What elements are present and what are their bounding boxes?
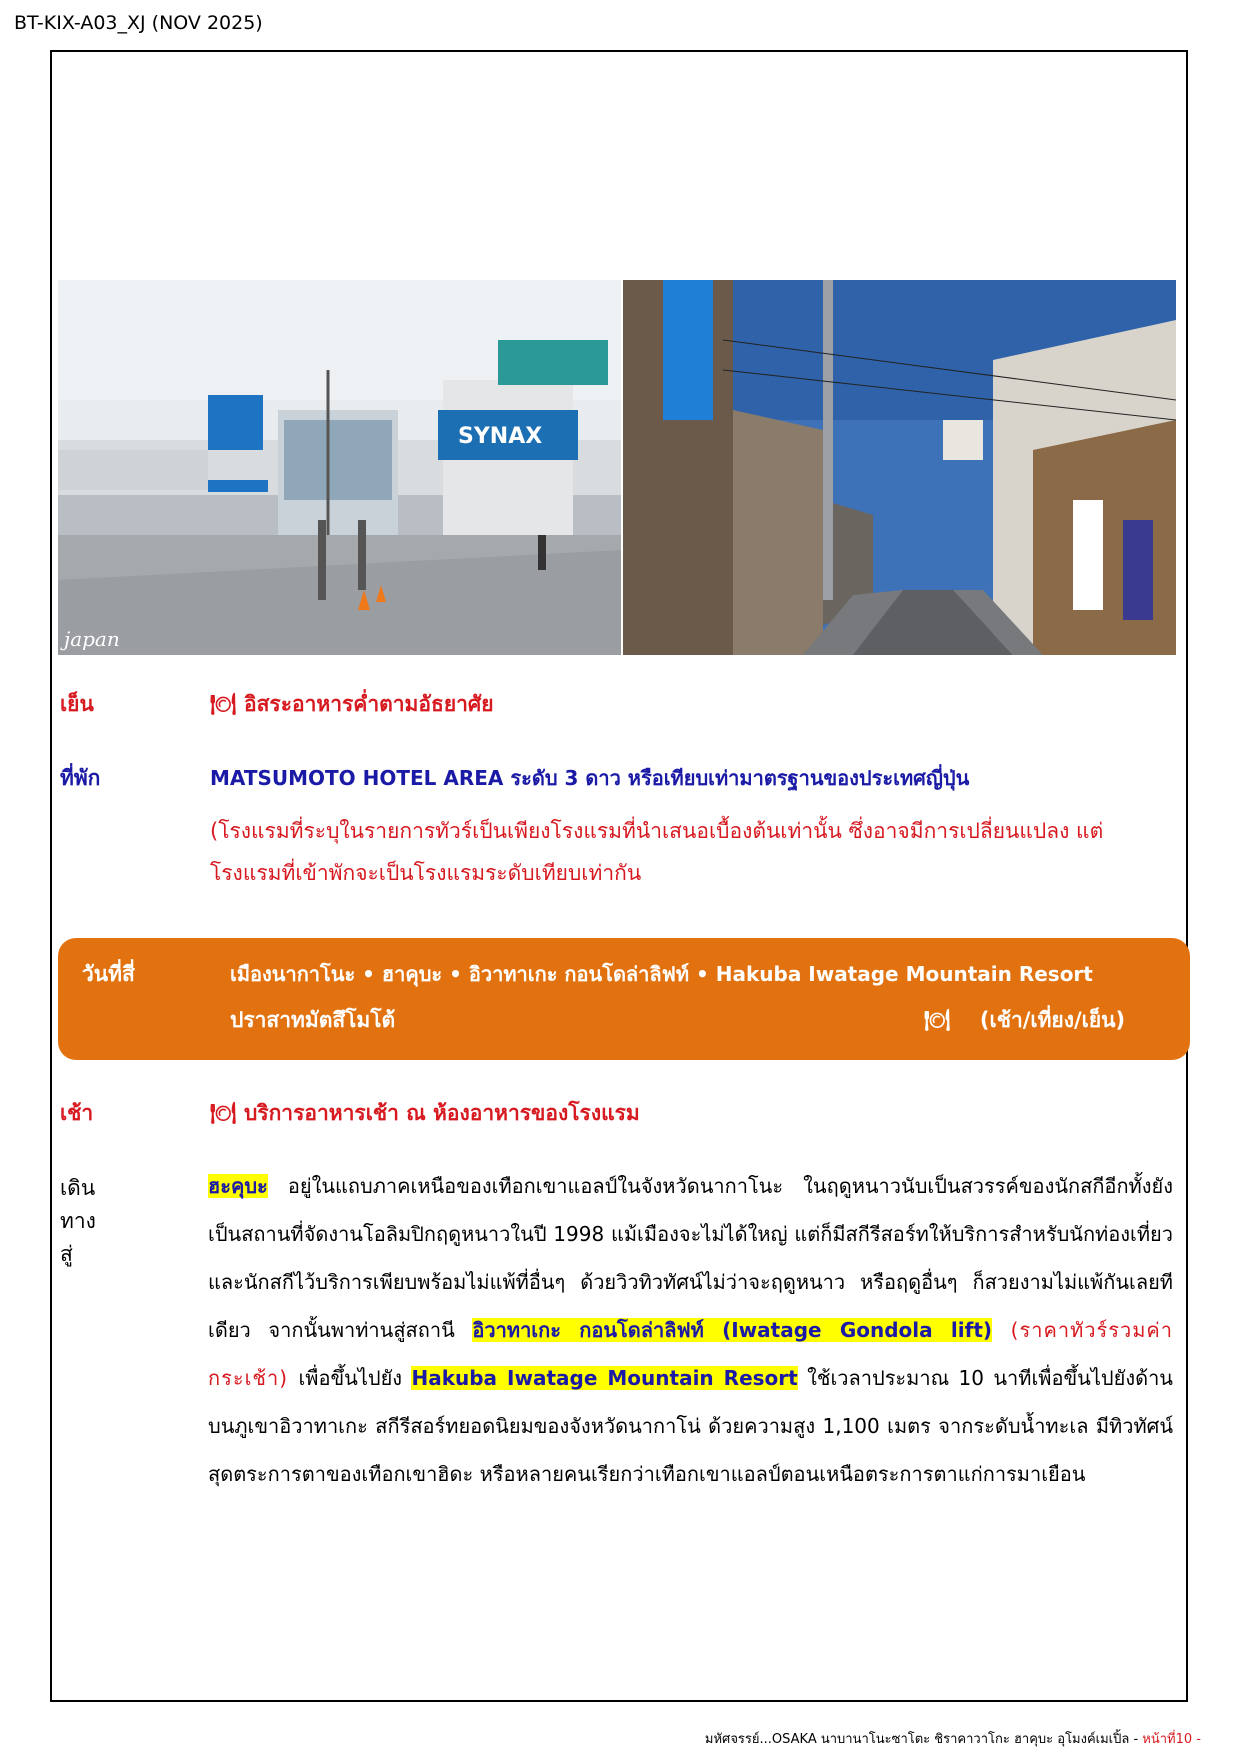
travel-label: เดินทางสู่ (60, 1176, 96, 1266)
photo-watermark: japan (64, 627, 120, 651)
price-note: (ราคาทัวร์รวมค่ากระเช้า) (208, 1318, 1173, 1390)
plate-icon: 🍽 (924, 1008, 951, 1032)
accommodation-label: ที่พัก (60, 766, 101, 790)
breakfast-label: เช้า (60, 1101, 94, 1125)
dinner-text: อิสระอาหารค่ำตามอัธยาศัย (243, 692, 494, 716)
day-label: วันที่สี่ (82, 962, 135, 986)
plate-icon: 🍽 (210, 692, 237, 716)
day-meals (924, 1004, 1125, 1037)
plate-icon: 🍽 (210, 1101, 237, 1125)
dinner-text-wrap (210, 688, 494, 721)
matsumoto-street-photo (623, 280, 1176, 655)
hotel-name: MATSUMOTO HOTEL AREA ระดับ 3 ดาว หรือเทียบเท่ามาตรฐานของประเทศญี่ปุ่น (210, 766, 970, 790)
breakfast-text-wrap (210, 1097, 640, 1130)
photo-strip (58, 280, 1176, 655)
travel-text-2: เพื่อขึ้นไปยัง (298, 1366, 412, 1390)
travel-paragraph (208, 1162, 1173, 1498)
synax-sign-text: SYNAX (458, 424, 543, 449)
travel-text-3: ใช้เวลาประมาณ 10 นาทีเพื่อขึ้นไปยังด้านบนภูเขาอิวาทาเกะ สกีรีสอร์ทยอดนิยมของจังหวัดนากาโน่ ด้วยความสูง 1,100 เมตร จากระดับน้ำทะเล มีทิวทัศน์สุดตระการตาของเทือกเขาฮิดะ หรือหลายคนเรียกว่าเทือกเขาแอลป์ตอนเหนือตระการตาแก่การมาเยือน (208, 1366, 1173, 1486)
hotel-note: (โรงแรมที่ระบุในรายการทัวร์เป็นเพียงโรงแรมที่นำเสนอเบื้องต้นเท่านั้น ซึ่งอาจมีการเปลี่ยนแปลง แต่โรงแรมที่เข้าพักจะเป็นโรงแรมระดับเทียบเท่ากัน (210, 819, 1104, 885)
breakfast-text: บริการอาหารเช้า ณ ห้องอาหารของโรงแรม (243, 1101, 640, 1125)
document-code: BT-KIX-A03_XJ (NOV 2025) (14, 12, 263, 34)
day-four-banner (58, 938, 1190, 1060)
footer-text: มหัศจรรย์...OSAKA นาบานาโนะซาโตะ ชิราคาวาโกะ ฮาคุบะ อุโมงค์เมเปิ้ล - (704, 1732, 1143, 1747)
day-route-line1: เมืองนากาโนะ • ฮาคุบะ • อิวาทาเกะ กอนโดล่าลิฟท์ • Hakuba Iwatage Mountain Resort (230, 962, 1093, 986)
hakuba-highlight: ฮะคุบะ (208, 1174, 268, 1198)
resort-highlight: Hakuba Iwatage Mountain Resort (411, 1366, 798, 1390)
travel-text-1: อยู่ในแถบภาคเหนือของเทือกเขาแอลป์ในจังหวัดนากาโนะ ในฤดูหนาวนับเป็นสวรรค์ของนักสกีอีกทั้งยังเป็นสถานที่จัดงานโอลิมปิกฤดูหนาวในปี 1998 แม้เมืองจะไม่ได้ใหญ่ แต่ก็มีสกีรีสอร์ทให้บริการสำหรับนักท่องเที่ยว และนักสกีไว้บริการเพียบพร้อมไม่แพ้ที่อื่นๆ ด้วยวิวทิวทัศน์ไม่ว่าจะฤดูหนาว หรือฤดูอื่นๆ ก็สวยงามไม่แพ้กันเลยทีเดียว จากนั้นพาท่านสู่สถานี (208, 1174, 1173, 1342)
gondola-highlight: อิวาทาเกะ กอนโดล่าลิฟท์ (Iwatage Gondola lift) (472, 1318, 993, 1342)
page-number: หน้าที่10 (1142, 1732, 1193, 1747)
dinner-label: เย็น (60, 692, 94, 716)
matsumoto-station-photo (58, 280, 621, 655)
footer-tail: - (1192, 1732, 1201, 1747)
page-footer (705, 1728, 1201, 1749)
day-route-line2: ปราสาทมัตสึโมโต้ (230, 1008, 396, 1032)
day-meals-text: (เช้า/เที่ยง/เย็น) (979, 1008, 1126, 1032)
